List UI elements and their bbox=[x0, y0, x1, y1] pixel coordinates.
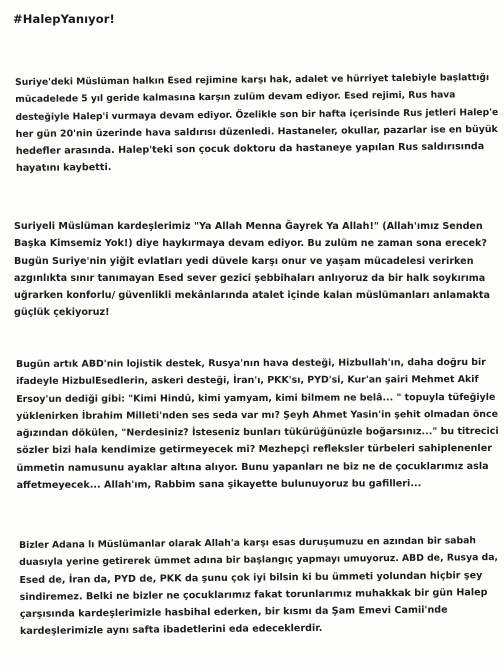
paragraph-1 bbox=[15, 69, 499, 178]
paragraph-line: hedefler arasında. Halep'teki son çocuk doktoru da hastaneye yapılan Rus saldırısında bbox=[15, 141, 485, 158]
paragraph-line: ümmetin namusunu ayaklar altına alıyor. Bunu yapanları ne biz ne de çocuklarımız asla bbox=[16, 460, 489, 474]
paragraph-line: ifadeyle HizbulEsedlerin, askeri desteği, İran'ı, PKK'sı, PYD'si, Kur'an şairi Mehmet Akif bbox=[16, 374, 479, 388]
paragraph-line: kardeşlerimizle aynı safta ibadetlerini eda edeceklerdir. bbox=[19, 623, 323, 638]
paragraph-line: hayatını kaybetti. bbox=[15, 162, 112, 175]
paragraph-line: Esed de, İran da, PYD de, PKK da şunu çok iyi bilsin ki bu ümmeti yolundan hiçbir şey bbox=[19, 569, 483, 586]
paragraph-line: Ersoy'un dediği gibi: "Kimi Hindû, kimi yamyam, kimi bilmem ne belâ... " topuyla tüfeğiyle bbox=[16, 391, 496, 405]
paragraph-4 bbox=[19, 532, 499, 641]
paragraph-2 bbox=[14, 218, 490, 322]
paragraph-line: çarşısında kardeşlerimizle hasbihal ederken, bir kısmı da Şam Emevi Camii'nde bbox=[19, 604, 448, 621]
paragraph-3 bbox=[16, 354, 499, 494]
page-title: #HalepYanıyor! bbox=[13, 12, 115, 26]
paragraph-line: Bugün artık ABD'nin lojistik destek, Rusya'nın hava desteği, Hizbullah'ın, daha doğru bir bbox=[16, 356, 486, 370]
paragraph-line: sindiremez. Belki ne bizler ne çocuklarımız fakat torunlarımız muhakkak bir gün Halep bbox=[19, 586, 488, 603]
paragraph-line: mücadelede 5 yıl geride kalmasına karşın zulüm devam ediyor. Esed rejimi, Rus hava bbox=[15, 89, 456, 106]
paragraph-line: Başka Kimsemiz Yok!) diye haykırmaya devam ediyor. Bu zulüm ne zaman sona erecek? bbox=[14, 238, 487, 250]
paragraph-line: affetmeyecek... Allah'ım, Rabbim sana şikayette bulunuyoruz bu gafilleri... bbox=[16, 478, 422, 492]
paragraph-line: Bizler Adana lı Müslümanlar olarak Allah'a karşı esas duruşumuzu en azından bir sabah bbox=[19, 535, 476, 551]
paragraph-line: yüklenirken İbrahim Milleti'nden ses seda var mı? Şeyh Ahmet Yasin'in şehit olmadan önce bbox=[16, 408, 498, 422]
paragraph-line: güçlük çekiyoruz! bbox=[14, 307, 110, 319]
paragraph-line: Suriyeli Müslüman kardeşlerimiz "Ya Allah Menna Ğayrek Ya Allah!" (Allah'ımız Senden bbox=[14, 221, 483, 232]
paragraph-line: sözler bizi hala kendimize getirmeyecek mi? Mezhepçi refleksler türbeleri sahiplenenler bbox=[16, 443, 492, 457]
paragraph-line: uğrarken konforlu/ güvenlikli mekânlarında atalet içinde kalan müslümanları anlamakta bbox=[14, 290, 490, 302]
paragraph-line: azgınlıkta sınır tanımayan Esed sever gezici şebbihaları anlıyoruz da bir halk soykırıma bbox=[14, 272, 486, 284]
paragraph-line: Suriye'deki Müslüman halkın Esed rejimine karşı hak, adalet ve hürriyet talebiyle başlattığı bbox=[15, 72, 490, 88]
paragraph-line: her gün 20'nin üzerinde hava saldırısı düzenledi. Hastaneler, okullar, pazarlar ise en büyük bbox=[15, 123, 498, 140]
paragraph-line: Bugün Suriye'nin yiğit evlatları yedi düvele karşı onur ve yaşam mücadelesi verirken bbox=[14, 255, 474, 267]
paragraph-line: ağızından dökülen, "Nerdesiniz? İsteseniz bunları tükürüğünüzle boğarsınız..." bu titrecici bbox=[16, 426, 499, 440]
paragraph-line: desteğiyle Halep'i vurmaya devam ediyor. Özelikle son bir hafta içerisinde Rus jetleri Halep'e bbox=[15, 106, 499, 123]
paragraph-line: duasıyla yerine getirerek ümmet adına bir başlangıç yapmayı umuyoruz. ABD de, Rusya da, bbox=[19, 552, 499, 569]
